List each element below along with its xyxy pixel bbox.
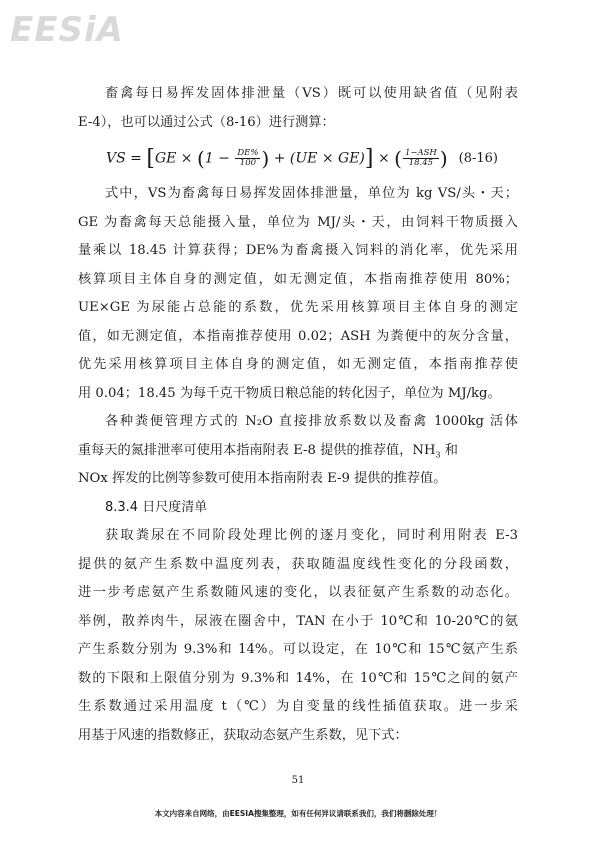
paren-open: ( — [196, 146, 205, 171]
p3-l2-text-b: 和 — [440, 442, 458, 458]
heading-text: 日尺度清单 — [142, 499, 208, 515]
formula-expression — [78, 146, 448, 171]
formula-one-minus: 1 − — [204, 150, 230, 167]
formula-ge: GE × — [154, 150, 193, 167]
paragraph-2-line-2: GE 为畜禽每天总能摄入量，单位为 MJ/头・天，由饲料干物质摄入 — [78, 214, 518, 230]
heading-number: 8.3.4 — [105, 499, 143, 515]
formula-lhs: VS = — [106, 150, 142, 167]
fraction-de-numerator: DE% — [237, 148, 259, 158]
paragraph-1-line-2: E-4），也可以通过公式（8-16）进行测算： — [78, 114, 335, 130]
bracket-open: [ — [146, 146, 155, 171]
eesia-logo: EESiA — [10, 10, 124, 50]
paragraph-2-line-5: UE×GE 为尿能占总能的系数，优先采用核算项目主体自身的测定 — [78, 300, 518, 315]
paragraph-4-line-7: 生系数通过采用温度 t（℃）为自变量的线性插值获取。进一步采 — [78, 699, 518, 714]
fraction-de-denominator: 100 — [239, 158, 257, 168]
document-body — [78, 80, 518, 750]
fraction-de — [235, 149, 260, 168]
paragraph-2-line-4: 核算项目主体自身的测定值，如无测定值，本指南推荐使用 80%； — [78, 271, 518, 287]
paragraph-4-line-2: 提供的氨产生系数中温度列表，获取随温度线性变化的分段函数， — [78, 556, 518, 572]
page-number: 51 — [291, 775, 305, 786]
nh3-subscript: 3 — [435, 450, 441, 460]
paragraph-1-line-1: 畜禽每日易挥发固体排泄量（VS）既可以使用缺省值（见附表 — [105, 86, 518, 101]
paren-close: ) — [261, 146, 270, 171]
paragraph-4-line-1: 获取粪尿在不同阶段处理比例的逐月变化，同时利用附表 E-3 — [105, 528, 518, 543]
paragraph-4-line-8: 用基于风速的指数修正，获取动态氨产生系数，见下式： — [78, 727, 408, 743]
paragraph-2-line-3: 量乘以 18.45 计算获得；DE%为畜禽摄入饲料的消化率，优先采用 — [78, 243, 518, 258]
fraction-ash — [403, 149, 439, 168]
bracket-close: ] — [364, 146, 374, 171]
fraction-ash-denominator: 18.45 — [408, 158, 434, 168]
paragraph-3-line-3: NOx 挥发的比例等参数可使用本指南附表 E-9 提供的推荐值。 — [78, 471, 447, 486]
paragraph-4-line-6: 数的下限和上限值分别为 9.3%和 14%，在 10℃和 15℃之间的氨产 — [78, 670, 518, 686]
paragraph-4-line-5: 产生系数分别为 9.3%和 14%。可以设定，在 10℃和 15℃氨产生系 — [78, 642, 518, 657]
p3-l2-text-a: 重每天的氮排泄率可使用本指南附表 E-8 提供的推荐值，NH — [78, 442, 436, 458]
section-heading-8-3-4 — [78, 494, 518, 523]
paragraph-3-line-1: 各种粪便管理方式的 N₂O 直接排放系数以及畜禽 1000kg 活体 — [105, 414, 518, 429]
paren-open-2: ( — [394, 146, 402, 171]
paragraph-2-line-1: 式中，VS为畜禽每日易挥发固体排泄量，单位为 kg VS/头・天； — [105, 186, 518, 201]
paragraph-4-line-4: 举例，散养肉牛，尿液在圈舍中，TAN 在小于 10℃和 10-20℃的氨 — [78, 613, 518, 629]
fraction-ash-numerator: 1−ASH — [404, 148, 437, 158]
paragraph-2-line-8: 用 0.04；18.45 为每千克干物质日粮总能的转化因子，单位为 MJ/kg。 — [78, 385, 501, 401]
formula-number: (8-16) — [458, 151, 498, 166]
formula-plus-ue: + (UE × GE) — [273, 150, 365, 167]
formula-8-16 — [78, 137, 518, 180]
paragraph-2-line-6: 值，如无测定值，本指南推荐使用 0.02；ASH 为粪便中的灰分含量， — [78, 328, 518, 344]
paragraph-4-line-3: 进一步考虑氨产生系数随风速的变化，以表征氨产生系数的动态化。 — [78, 585, 518, 600]
paragraph-3-line-2 — [78, 437, 518, 466]
paren-close-2: ) — [439, 146, 448, 171]
paragraph-2-line-7: 优先采用核算项目主体自身的测定值，如无测定值，本指南推荐使 — [78, 357, 518, 372]
formula-times: × — [377, 150, 390, 167]
footer-disclaimer: 本文内容来自网络，由EESIA搜集整理，如有任何异议请联系我们，我们将删除处理！ — [154, 809, 442, 818]
